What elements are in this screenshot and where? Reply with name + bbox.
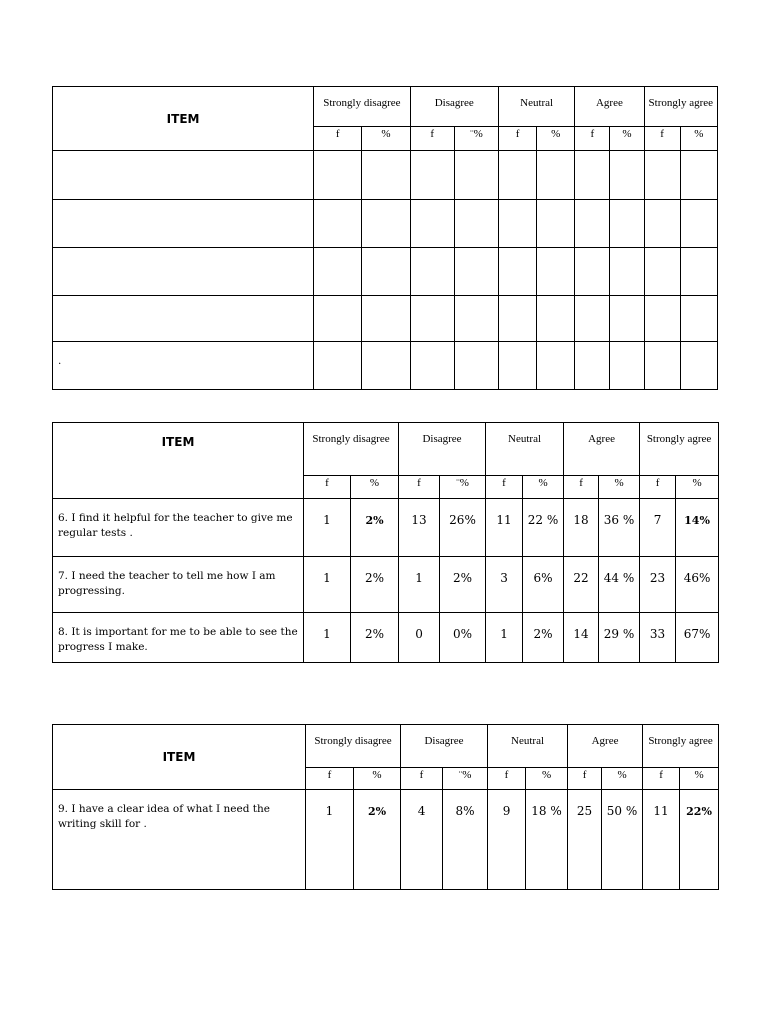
cell [610, 200, 644, 248]
cell-value: 22 [564, 557, 599, 613]
cell-value: 2% [354, 790, 401, 890]
cell [610, 296, 644, 342]
sub-header: f [564, 476, 599, 499]
cell [610, 151, 644, 200]
cell-value: 1 [304, 499, 351, 557]
cell [410, 342, 454, 390]
item-header: ITEM [53, 725, 306, 790]
cell [575, 342, 610, 390]
table-row [53, 151, 718, 200]
cell [537, 342, 575, 390]
cell-value: 1 [304, 613, 351, 663]
cell-value: 0% [440, 613, 486, 663]
cell-value: 9 [488, 790, 526, 890]
cell-value: 44 % [599, 557, 640, 613]
sub-header: % [523, 476, 564, 499]
sub-header: f [498, 127, 536, 151]
cell-value: 50 % [602, 790, 643, 890]
sub-header: f [640, 476, 676, 499]
sub-header: % [680, 768, 719, 790]
sub-header: % [680, 127, 717, 151]
table-row [53, 200, 718, 248]
cell-value: 23 [640, 557, 676, 613]
table-row [53, 296, 718, 342]
sub-header: f [643, 768, 680, 790]
table-row [53, 499, 719, 557]
cell [644, 342, 680, 390]
cell-value: 33 [640, 613, 676, 663]
sub-header: % [610, 127, 644, 151]
sub-header: f [314, 127, 362, 151]
cell [575, 296, 610, 342]
sub-header: f [486, 476, 523, 499]
cell [498, 151, 536, 200]
cell-value: 0 [399, 613, 440, 663]
item-text [53, 296, 314, 342]
sub-header: f [410, 127, 454, 151]
cell-value: 4 [401, 790, 443, 890]
cell-value: 7 [640, 499, 676, 557]
item-text: 8. It is important for me to be able to see the progress I make. [53, 613, 304, 663]
category-agree: Agree [568, 725, 643, 768]
cell [314, 248, 362, 296]
item-text: 9. I have a clear idea of what I need the writing skill for . [53, 790, 306, 890]
cell [454, 200, 498, 248]
cell [314, 151, 362, 200]
cell-value: 22 % [523, 499, 564, 557]
sub-header: f [575, 127, 610, 151]
cell-value: 3 [486, 557, 523, 613]
cell [575, 151, 610, 200]
cell [537, 296, 575, 342]
sub-header: ¨% [443, 768, 488, 790]
item-text [53, 151, 314, 200]
cell [498, 296, 536, 342]
cell-value: 14% [676, 499, 719, 557]
sub-header: f [401, 768, 443, 790]
item-header: ITEM [53, 87, 314, 151]
sub-header: f [568, 768, 602, 790]
cell [362, 200, 410, 248]
cell [537, 248, 575, 296]
cell [362, 248, 410, 296]
cell [454, 296, 498, 342]
sub-header: % [351, 476, 399, 499]
cell-value: 25 [568, 790, 602, 890]
sub-header: % [602, 768, 643, 790]
cell [454, 342, 498, 390]
cell-value: 18 [564, 499, 599, 557]
sub-header: f [306, 768, 354, 790]
table-row [53, 342, 718, 390]
category-neutral: Neutral [498, 87, 574, 127]
cell [362, 342, 410, 390]
cell [498, 248, 536, 296]
cell [575, 248, 610, 296]
category-strongly-disagree: Strongly disagree [304, 423, 399, 476]
table-row [53, 557, 719, 613]
item-text: . [53, 342, 314, 390]
item-text: 6. I find it helpful for the teacher to give me regular tests . [53, 499, 304, 557]
cell-value: 46% [676, 557, 719, 613]
category-strongly-agree: Strongly agree [640, 423, 719, 476]
category-strongly-agree: Strongly agree [644, 87, 717, 127]
cell [362, 296, 410, 342]
cell [537, 151, 575, 200]
category-agree: Agree [575, 87, 644, 127]
cell [410, 248, 454, 296]
cell [680, 342, 717, 390]
category-disagree: Disagree [410, 87, 498, 127]
cell [610, 342, 644, 390]
cell-value: 26% [440, 499, 486, 557]
cell-value: 2% [440, 557, 486, 613]
cell-value: 36 % [599, 499, 640, 557]
cell [680, 200, 717, 248]
cell [680, 151, 717, 200]
cell [537, 200, 575, 248]
cell [680, 248, 717, 296]
cell [680, 296, 717, 342]
category-disagree: Disagree [401, 725, 488, 768]
cell-value: 67% [676, 613, 719, 663]
cell-value: 6% [523, 557, 564, 613]
cell [410, 200, 454, 248]
cell-value: 2% [351, 557, 399, 613]
cell [362, 151, 410, 200]
cell-value: 1 [486, 613, 523, 663]
table-row [53, 790, 719, 890]
sub-header: % [537, 127, 575, 151]
cell-value: 1 [306, 790, 354, 890]
cell [454, 151, 498, 200]
table-row [53, 613, 719, 663]
cell [454, 248, 498, 296]
cell [575, 200, 610, 248]
category-strongly-agree: Strongly agree [643, 725, 719, 768]
cell-value: 11 [486, 499, 523, 557]
category-disagree: Disagree [399, 423, 486, 476]
survey-table-1 [52, 86, 718, 390]
cell-value: 14 [564, 613, 599, 663]
cell [314, 342, 362, 390]
cell-value: 1 [304, 557, 351, 613]
category-neutral: Neutral [488, 725, 568, 768]
category-strongly-disagree: Strongly disagree [306, 725, 401, 768]
cell-value: 8% [443, 790, 488, 890]
category-neutral: Neutral [486, 423, 564, 476]
sub-header: % [676, 476, 719, 499]
cell-value: 29 % [599, 613, 640, 663]
cell-value: 2% [523, 613, 564, 663]
cell [314, 200, 362, 248]
sub-header: ¨% [440, 476, 486, 499]
item-header: ITEM [53, 423, 304, 499]
cell [644, 200, 680, 248]
cell [610, 248, 644, 296]
cell-value: 1 [399, 557, 440, 613]
cell [644, 151, 680, 200]
cell-value: 13 [399, 499, 440, 557]
cell-value: 2% [351, 613, 399, 663]
cell-value: 2% [351, 499, 399, 557]
sub-header: % [354, 768, 401, 790]
survey-table-2 [52, 422, 719, 663]
cell-value: 22% [680, 790, 719, 890]
survey-table-3 [52, 724, 719, 890]
cell [314, 296, 362, 342]
sub-header: f [488, 768, 526, 790]
cell [498, 200, 536, 248]
category-strongly-disagree: Strongly disagree [314, 87, 410, 127]
cell [410, 151, 454, 200]
category-agree: Agree [564, 423, 640, 476]
cell [644, 296, 680, 342]
cell-value: 18 % [526, 790, 568, 890]
item-text [53, 248, 314, 296]
sub-header: f [399, 476, 440, 499]
sub-header: ¨% [454, 127, 498, 151]
item-text [53, 200, 314, 248]
sub-header: f [644, 127, 680, 151]
sub-header: f [304, 476, 351, 499]
table-row [53, 248, 718, 296]
cell [644, 248, 680, 296]
cell [410, 296, 454, 342]
sub-header: % [362, 127, 410, 151]
cell [498, 342, 536, 390]
cell-value: 11 [643, 790, 680, 890]
item-text: 7. I need the teacher to tell me how I am progressing. [53, 557, 304, 613]
sub-header: % [599, 476, 640, 499]
sub-header: % [526, 768, 568, 790]
